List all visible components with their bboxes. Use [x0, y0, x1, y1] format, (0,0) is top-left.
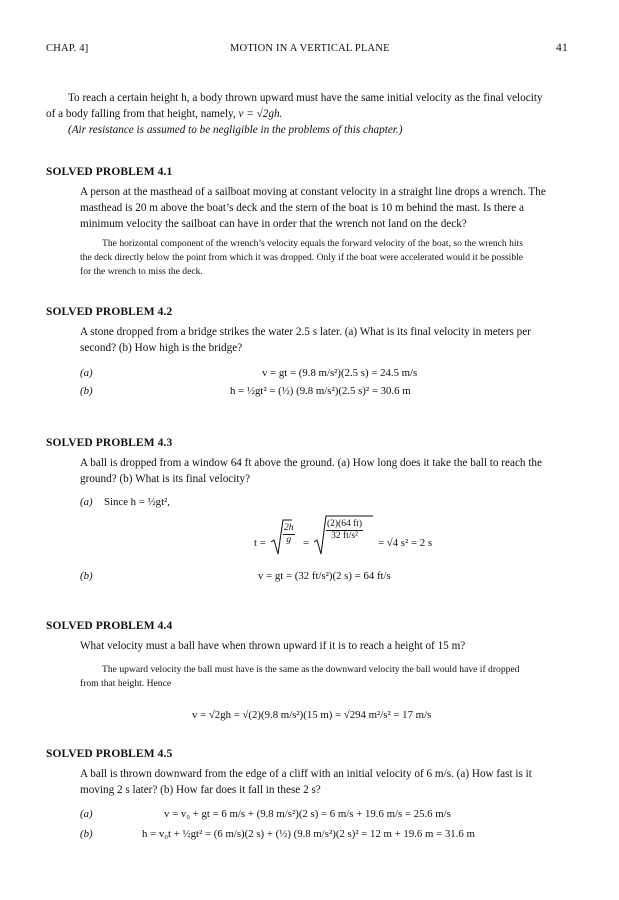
problem-4-2-q-line1: A stone dropped from a bridge strikes the water 2.5 s later. (a) What is its final velocity in meters per: [80, 326, 531, 338]
intro-formula: v = √2gh.: [238, 108, 283, 120]
problem-4-3-part-a-label: (a): [80, 496, 93, 508]
problem-4-1-answer-line1: The horizontal component of the wrench’s velocity equals the forward velocity of the boat, so the wrench hits: [102, 238, 523, 249]
problem-4-5-part-a-equation: v = v₀ + gt = 6 m/s + (9.8 m/s²)(2 s) = 6 m/s + 19.6 m/s = 25.6 m/s: [164, 808, 451, 820]
problem-4-4-answer-line2: from that height. Hence: [80, 678, 172, 689]
chapter-label: CHAP. 4]: [46, 43, 89, 54]
problem-4-3-q-line2: ground? (b) What is its final velocity?: [80, 473, 251, 485]
problem-4-2-part-b-label: (b): [80, 385, 93, 397]
problem-4-5-part-a-label: (a): [80, 808, 93, 820]
problem-4-1-title: SOLVED PROBLEM 4.1: [46, 166, 173, 178]
problem-4-1-answer-line2: the deck directly below the point from which it was dropped. Only if the boat were accelerated would it be possible: [80, 252, 524, 263]
problem-4-5-q-line1: A ball is thrown downward from the edge of a cliff with an initial velocity of 6 m/s. (a) How fast is it: [80, 768, 532, 780]
intro-line-2: [46, 108, 282, 120]
problem-4-4-q-line1: What velocity must a ball have when thrown upward if it is to reach a height of 15 m?: [80, 640, 466, 652]
intro-line-2-text: of a body falling from that height, namely,: [46, 108, 236, 120]
problem-4-3-q-line1: A ball is dropped from a window 64 ft above the ground. (a) How long does it take the ball to reach the: [80, 457, 542, 469]
problem-4-1-q-line1: A person at the masthead of a sailboat moving at constant velocity in a straight line drops a wrench. The: [80, 186, 546, 198]
problem-4-3-part-a-intro: Since h = ½gt²,: [104, 496, 171, 508]
t-fraction-1: [283, 523, 295, 546]
t-prefix: t =: [254, 537, 266, 549]
problem-4-1-answer-line3: for the wrench to miss the deck.: [80, 266, 203, 277]
problem-4-4-answer-line1: The upward velocity the ball must have is the same as the downward velocity the ball would have if dropped: [102, 664, 520, 675]
problem-4-1-q-line2: masthead is 20 m above the boat’s deck and the stern of the boat is 10 m behind the mast. Is there a: [80, 202, 524, 214]
running-title: MOTION IN A VERTICAL PLANE: [230, 43, 390, 54]
problem-4-4-equation: v = √2gh = √(2)(9.8 m/s²)(15 m) = √294 m²/s² = 17 m/s: [192, 709, 432, 721]
problem-4-3-part-b-equation: v = gt = (32 ft/s²)(2 s) = 64 ft/s: [258, 570, 391, 582]
problem-4-4-title: SOLVED PROBLEM 4.4: [46, 620, 173, 632]
t-fraction-2: [326, 519, 363, 542]
problem-4-2-title: SOLVED PROBLEM 4.2: [46, 306, 173, 318]
t-frac2-numerator: (2)(64 ft): [327, 519, 363, 529]
problem-4-3-title: SOLVED PROBLEM 4.3: [46, 437, 173, 449]
intro-note: (Air resistance is assumed to be negligible in the problems of this chapter.): [68, 124, 403, 136]
t-frac1-denominator: g: [286, 535, 292, 545]
problem-4-5-q-line2: moving 2 s later? (b) How far does it fall in these 2 s?: [80, 784, 321, 796]
problem-4-1-q-line3: minimum velocity the sailboat can have in order that the wrench not land on the deck?: [80, 218, 467, 230]
problem-4-2-part-a-label: (a): [80, 367, 93, 379]
problem-4-2-part-b-equation: h = ½gt² = (½) (9.8 m/s²)(2.5 s)² = 30.6 m: [230, 385, 411, 397]
problem-4-2-q-line2: second? (b) How high is the bridge?: [80, 342, 243, 354]
problem-4-3-part-b-label: (b): [80, 570, 93, 582]
problem-4-2-part-a-equation: v = gt = (9.8 m/s²)(2.5 s) = 24.5 m/s: [262, 367, 418, 379]
t-result: = √4 s² = 2 s: [378, 537, 433, 549]
page-number: 41: [556, 42, 568, 54]
t-equals: =: [303, 537, 310, 549]
t-frac1-numerator: 2h: [284, 523, 294, 533]
problem-4-5-part-b-equation: h = v₀t + ½gt² = (6 m/s)(2 s) + (½) (9.8 m/s²)(2 s)² = 12 m + 19.6 m = 31.6 m: [142, 828, 475, 840]
problem-4-5-title: SOLVED PROBLEM 4.5: [46, 748, 173, 760]
problem-4-5-part-b-label: (b): [80, 828, 93, 840]
t-frac2-denominator: 32 ft/s²: [331, 531, 358, 541]
intro-line-1: To reach a certain height h, a body thrown upward must have the same initial velocity as the final velocity: [68, 92, 543, 104]
